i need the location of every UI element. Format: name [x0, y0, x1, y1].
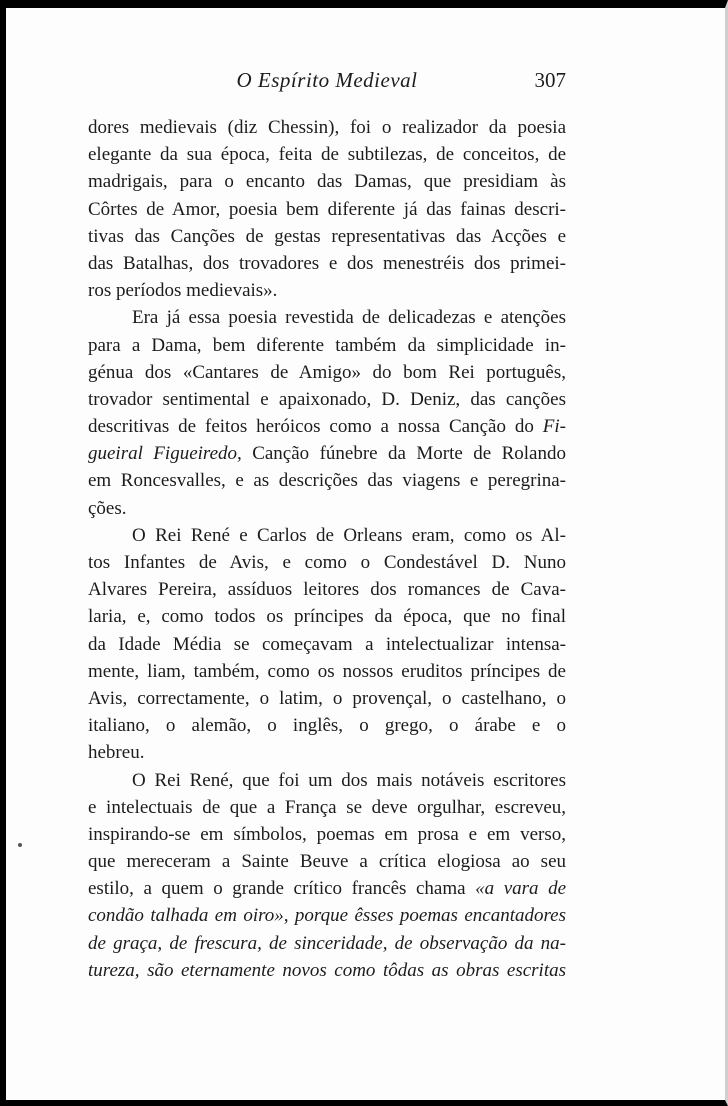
- text-line: elegante da sua época, feita de subtilezas, de conceitos, de: [88, 144, 566, 166]
- text-line: inspirando-se em símbolos, poemas em prosa e em verso,: [88, 823, 566, 845]
- text-line: laria, e, como todos os príncipes da época, que no final: [88, 606, 566, 628]
- paper-speck: [18, 843, 22, 847]
- text-line: Avis, correctamente, o latim, o provençal, o castelhano, o: [88, 687, 566, 709]
- text-segment: estilo, a quem o grande crítico francês chama: [88, 878, 466, 900]
- text-line: Côrtes de Amor, poesia bem diferente já das fainas descri-: [88, 198, 566, 220]
- text-line: madrigais, para o encanto das Damas, que presidiam às: [88, 171, 566, 193]
- text-segment: descritivas de feitos heróicos como a nossa Canção do: [88, 416, 534, 438]
- text-line: tureza, são eternamente novos como tôdas as obras escritas: [88, 959, 566, 981]
- text-line: que mereceram a Sainte Beuve a crítica elogiosa ao seu: [88, 851, 566, 873]
- page-number: 307: [534, 68, 566, 92]
- running-title: O Espírito Medieval: [236, 68, 418, 92]
- paragraph-1: [88, 114, 566, 304]
- text-line: génua dos «Cantares de Amigo» do bom Rei português,: [88, 361, 566, 383]
- text-line: e intelectuais de que a França se deve orgulhar, escreveu,: [88, 796, 566, 818]
- text-line: hebreu.: [88, 742, 145, 764]
- text-line: O Rei René e Carlos de Orleans eram, como os Al-: [132, 524, 566, 546]
- text-segment: Canção fúnebre da Morte de Rolando: [252, 443, 566, 465]
- text-line: dores medievais (diz Chessin), foi o realizador da poesia: [88, 117, 566, 138]
- text-line: da Idade Média se começavam a intelectualizar intensa-: [88, 633, 566, 655]
- paragraph-3: [88, 522, 566, 767]
- page-header: [88, 68, 566, 100]
- text-line: das Batalhas, dos trovadores e dos menestréis dos primei-: [88, 252, 566, 274]
- text-line: de graça, de frescura, de sinceridade, de observação da na-: [88, 932, 566, 954]
- text-line: condão talhada em oiro», porque êsses poemas encantadores: [88, 905, 566, 927]
- text-line: italiano, o alemão, o inglês, o grego, o árabe e o: [88, 715, 566, 737]
- text-line: [88, 875, 566, 902]
- text-line: em Roncesvalles, e as descrições das viagens e peregrina-: [88, 470, 566, 492]
- paragraph-4: [88, 767, 566, 985]
- text-line: mente, liam, também, como os nossos eruditos príncipes de: [88, 660, 566, 682]
- text-line: Alvares Pereira, assíduos leitores dos romances de Cava-: [88, 579, 566, 601]
- paragraph-2: [88, 304, 566, 522]
- text-line: Era já essa poesia revestida de delicadezas e atenções: [132, 307, 566, 329]
- text-line: [88, 440, 566, 467]
- text-line: tos Infantes de Avis, e como o Condestável D. Nuno: [88, 552, 566, 573]
- text-line: [88, 413, 566, 440]
- text-line: O Rei René, que foi um dos mais notáveis escritores: [132, 769, 566, 791]
- italic-title-segment: gueiral Figueiredo,: [88, 443, 242, 465]
- text-line: ros períodos medievais».: [88, 280, 278, 302]
- text-line: para a Dama, bem diferente também da simplicidade in-: [88, 334, 566, 356]
- italic-quote-segment: «a vara de: [475, 878, 567, 900]
- text-line: tivas das Canções de gestas representativas das Acções e: [88, 225, 566, 247]
- text-line: trovador sentimental e apaixonado, D. Deniz, das canções: [88, 388, 566, 410]
- body-text: [88, 114, 566, 984]
- italic-title-segment: Fi-: [542, 416, 567, 438]
- text-line: ções.: [88, 497, 127, 519]
